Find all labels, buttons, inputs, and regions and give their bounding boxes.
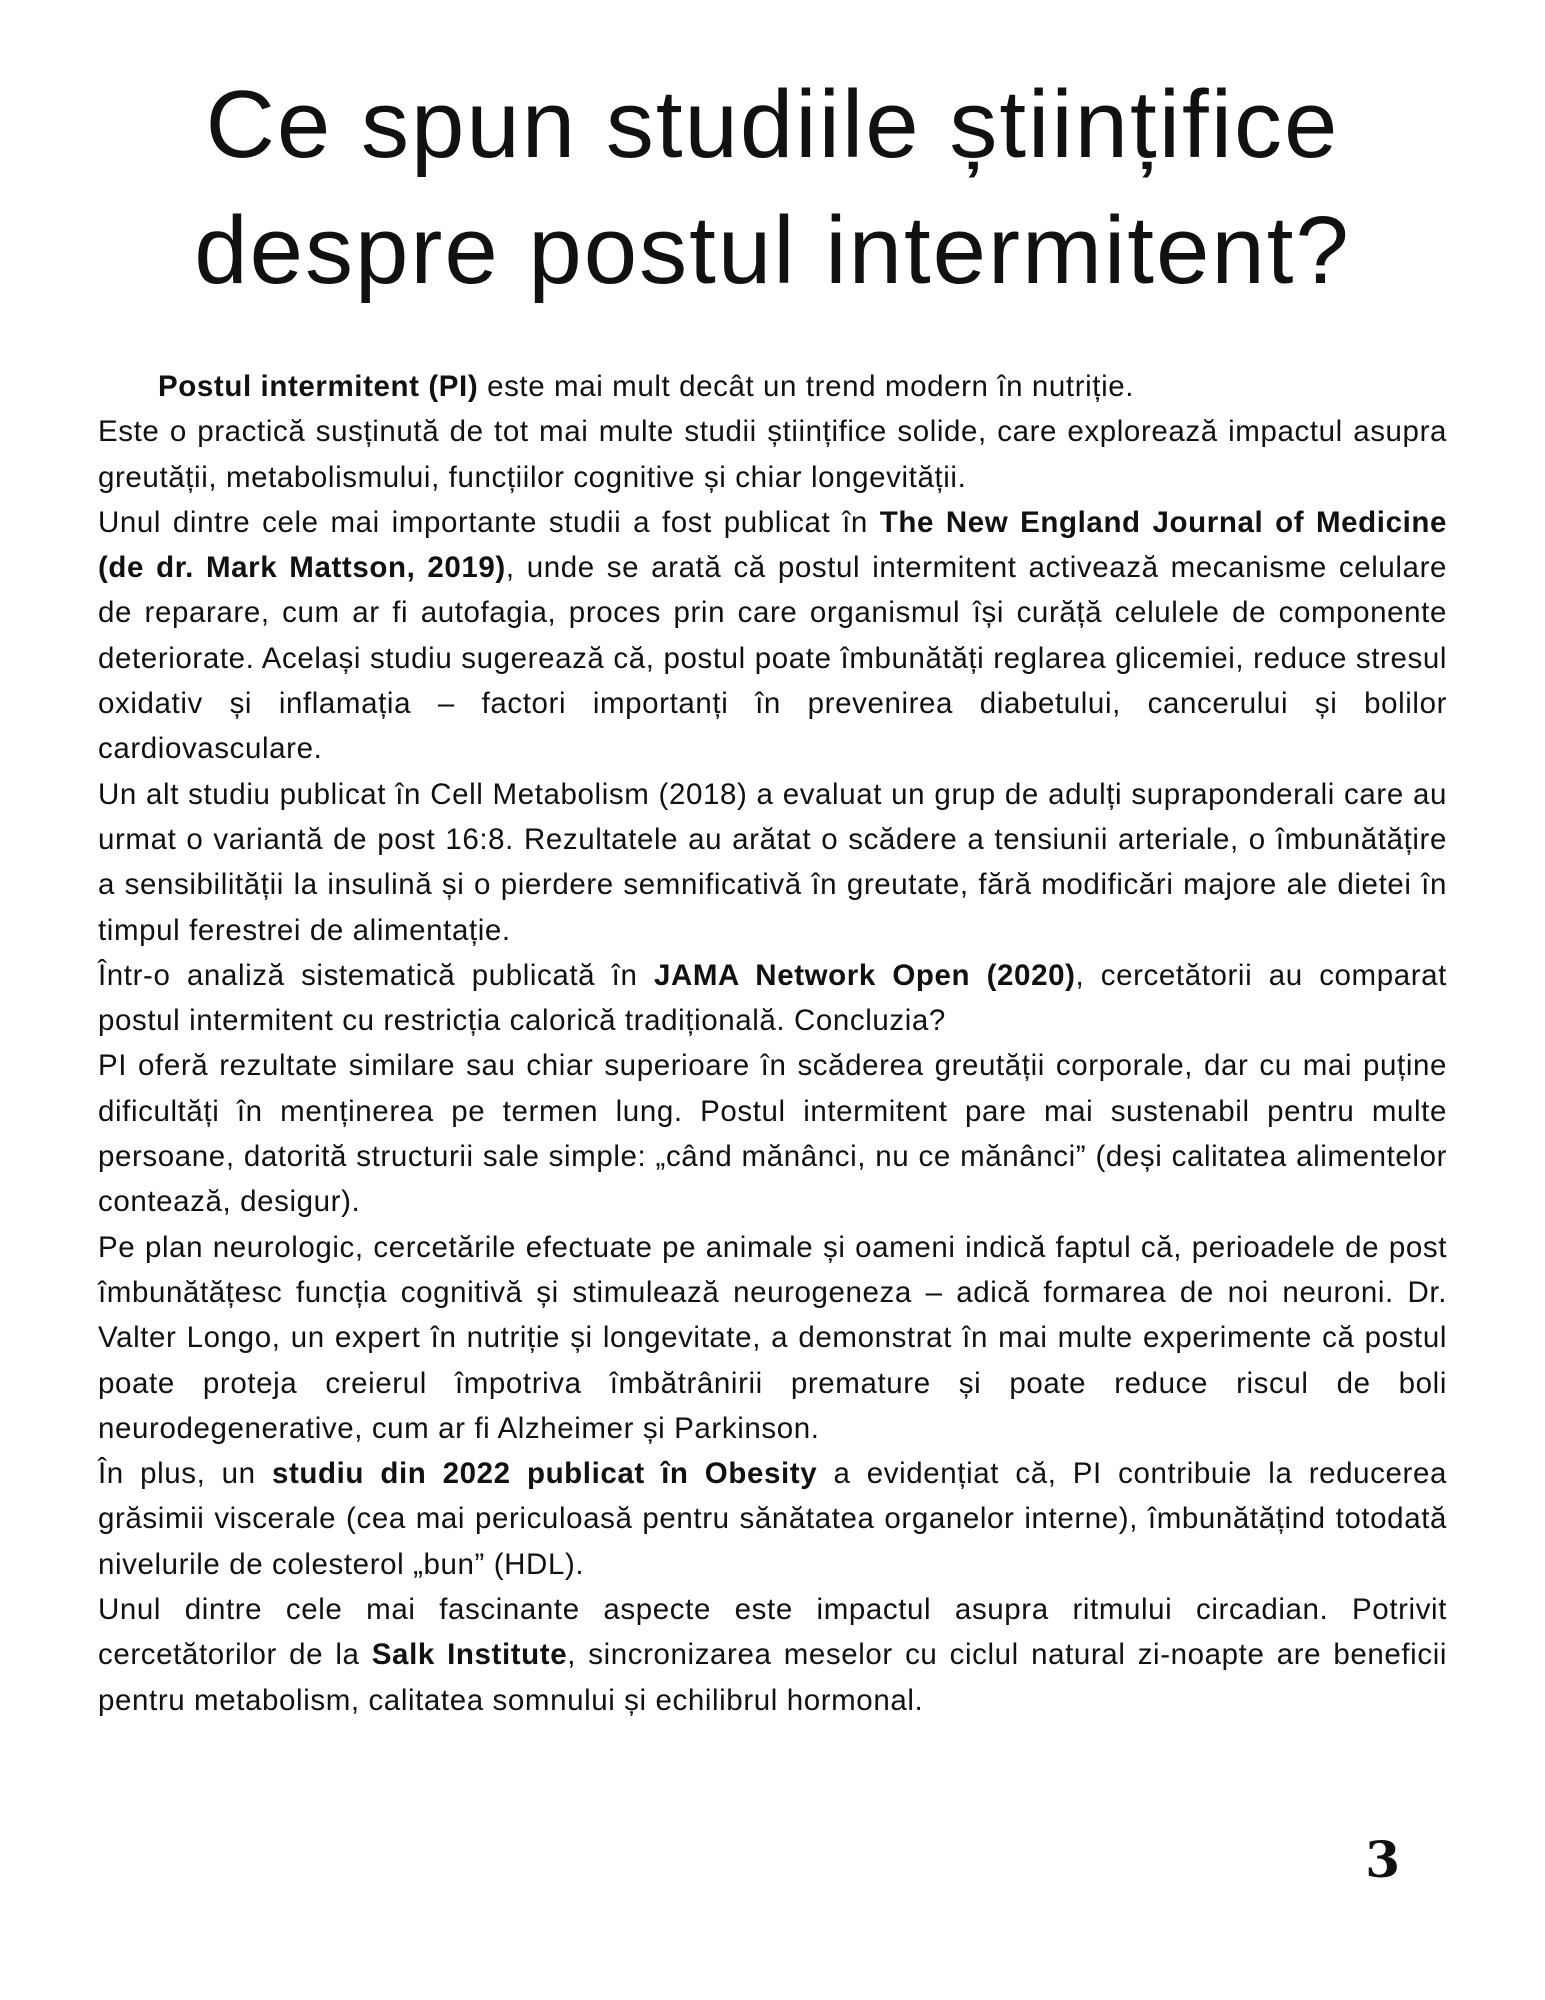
page-title [0,62,1545,314]
title-line-2: despre postul intermitent? [194,197,1351,304]
bold-term-pi: Postul intermitent (PI) [158,370,479,403]
paragraph-circadian: Unul dintre cele mai fascinante aspecte este impactul asupra ritmului circadian. Potrivit cercetătorilor de la Salk Institute, sincronizarea meselor cu ciclul natural zi-noapte are beneficii pentru metabolism, calitatea somnului și echilibrul hormonal. [98,1593,1447,1717]
title-line-1: Ce spun studiile științifice [205,71,1340,178]
paragraph-obesity: În plus, un studiu din 2022 publicat în Obesity a evidențiat că, PI contribuie la reducerea grăsimii viscerale (cea mai periculoasă pentru sănătatea organelor interne), îmbunătățind totodată nivelurile de colesterol „bun” (HDL). [98,1457,1447,1581]
page-number: 3 [1365,1830,1400,1889]
bold-source-jama: JAMA Network Open (2020) [653,958,1076,992]
bold-source-obesity: studiu din 2022 publicat în Obesity [271,1457,818,1491]
bold-source-salk: Salk Institute [371,1638,568,1672]
article-body [98,364,1447,1723]
paragraph-conclusion: PI oferă rezultate similare sau chiar superioare în scăderea greutății corporale, dar cu mai puține dificultăți în menținerea pe termen lung. Postul intermitent pare mai sustenabil pentru multe persoane, datorită structurii sale simple: „când mănânci, nu ce mănânci” (deși calitatea alimentelor contează, desigur). [98,1049,1447,1219]
paragraph-nejm-study: Unul dintre cele mai importante studii a fost publicat în The New England Journal of Medicine (de dr. Mark Mattson, 2019), unde se arată că postul intermitent activează mecanisme celulare de reparare, cum ar fi autofagia, proces prin care organismul își curăță celulele de componente deteriorate. Același studiu sugerează că, postul poate îmbunătăți reglarea glicemiei, reduce stresul oxidativ și inflamația – factori importanți în prevenirea diabetului, cancerului și bolilor cardiovasculare. [98,505,1448,766]
bold-source-nejm: The New England Journal of Medicine (de dr. Mark Mattson, 2019) [98,505,1448,585]
paragraph-practice: Este o practică susținută de tot mai multe studii științifice solide, care explorează impactul asupra greutății, metabolismului, funcțiilor cognitive și chiar longevității. [98,415,1447,494]
paragraph-cell-metabolism: Un alt studiu publicat în Cell Metabolism (2018) a evaluat un grup de adulți supraponderali care au urmat o variantă de post 16:8. Rezultatele au arătat o scădere a tensiunii arteriale, o îmbunătățire a sensibilității la insulină și o pierdere semnificativă în greutate, fără modificări majore ale dietei în timpul ferestrei de alimentație. [98,777,1447,947]
paragraph-neurology: Pe plan neurologic, cercetările efectuate pe animale și oameni indică faptul că, perioadele de post îmbunătățesc funcția cognitivă și stimulează neurogeneza – adică formarea de noi neuroni. Dr. Valter Longo, un expert în nutriție și longevitate, a demonstrat în mai multe experimente că postul poate proteja creierul împotriva îmbătrânirii premature și poate reduce riscul de boli neurodegenerative, cum ar fi Alzheimer și Parkinson. [98,1230,1447,1445]
paragraph-intro: Postul intermitent (PI) este mai mult decât un trend modern în nutriție. [158,370,1135,403]
paragraph-jama: Într-o analiză sistematică publicată în JAMA Network Open (2020), cercetătorii au comparat postul intermitent cu restricția calorică tradițională. Concluzia? [98,958,1447,1038]
